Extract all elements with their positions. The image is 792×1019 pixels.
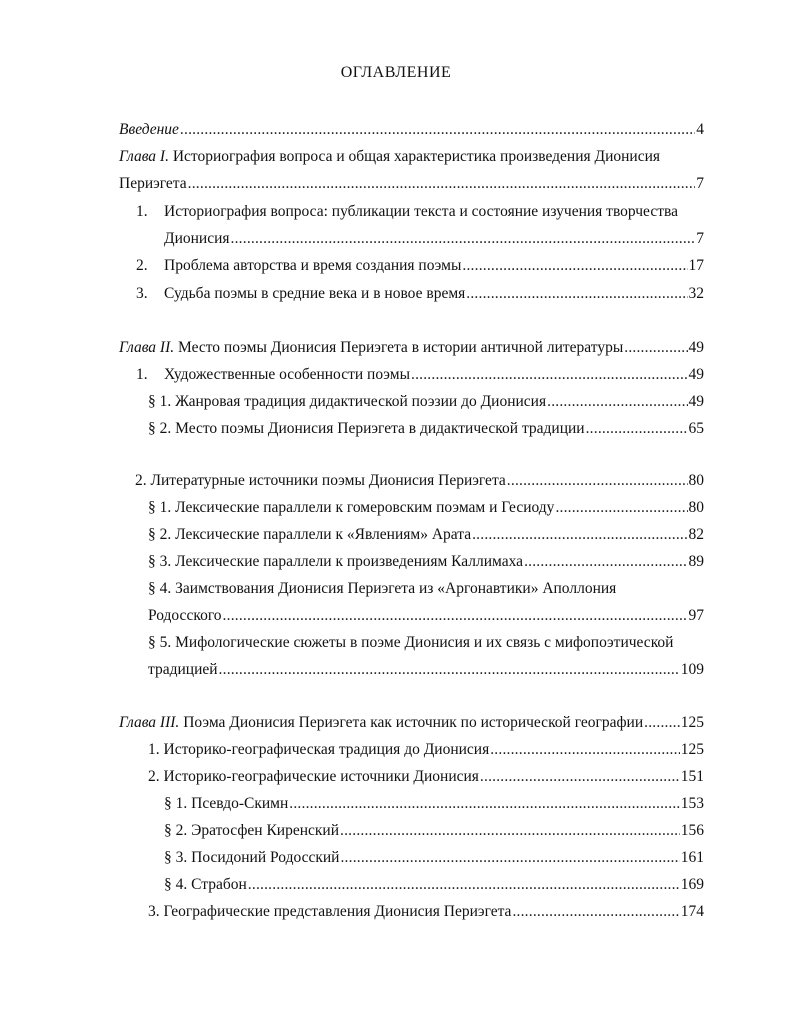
dot-leader	[411, 364, 688, 386]
entry-label: Поэма Дионисия Периэгета как источник по исторической географии	[179, 714, 644, 731]
entry-page-number: 49	[688, 366, 704, 383]
entry-page-number: 65	[688, 420, 704, 437]
entry-page-number: 125	[680, 741, 704, 758]
toc-entry-2-2-s5-cont[interactable]	[148, 659, 704, 681]
entry-label-italic: Глава I.	[119, 148, 169, 165]
entry-page-number: 153	[680, 795, 704, 812]
dot-leader	[524, 551, 687, 573]
dot-leader	[644, 712, 680, 734]
entry-page-number: 17	[688, 257, 704, 274]
entry-label: § 2. Лексические параллели к «Явлениям» Арата	[148, 526, 472, 543]
toc-entry-3-1[interactable]	[148, 739, 704, 761]
dot-leader	[248, 874, 680, 896]
entry-page-number: 49	[688, 393, 704, 410]
entry-number: 3.	[136, 285, 148, 302]
dot-leader	[555, 497, 687, 519]
entry-page-number: 161	[680, 849, 704, 866]
toc-entry-2-2-s4[interactable]	[148, 578, 704, 600]
entry-label: Место поэмы Дионисия Периэгета в истории античной литературы	[174, 339, 624, 356]
entry-page-number: 49	[688, 339, 704, 356]
entry-page-number: 156	[680, 822, 704, 839]
entry-label: Историография вопроса и общая характеристика произведения Дионисия	[168, 148, 661, 165]
entry-label: Судьба поэмы в средние века и в новое время	[164, 285, 466, 302]
dot-leader	[223, 605, 688, 627]
dot-leader	[507, 470, 688, 492]
entry-page-number: 125	[680, 714, 704, 731]
entry-label: § 1. Псевдо-Скимн	[164, 795, 289, 812]
dot-leader	[490, 739, 680, 761]
toc-entry-1-1[interactable]	[136, 201, 704, 223]
dot-leader	[586, 418, 688, 440]
toc-entry-chapter-2[interactable]	[119, 337, 704, 359]
entry-number: 1.	[136, 203, 148, 220]
entry-page-number: 89	[688, 553, 704, 570]
entry-label: § 3. Лексические параллели к произведениям Каллимаха	[148, 553, 524, 570]
toc-entry-2-2-s4-cont[interactable]	[148, 605, 704, 627]
dot-leader	[340, 820, 680, 842]
entry-page-number: 7	[696, 175, 704, 192]
entry-label: Художественные особенности поэмы	[164, 366, 410, 383]
dot-leader	[472, 524, 687, 546]
entry-label: § 2. Эратосфен Киренский	[164, 822, 340, 839]
toc-entry-3-2-s4[interactable]	[164, 874, 704, 896]
dot-leader	[466, 283, 687, 305]
toc-entry-1-3[interactable]	[136, 283, 704, 305]
dot-leader	[188, 173, 696, 195]
entry-label: 2. Литературные источники поэмы Дионисия Периэгета	[135, 472, 506, 489]
toc-entry-2-1-s1[interactable]	[148, 391, 704, 413]
toc-entry-1-2[interactable]	[136, 255, 704, 277]
entry-page-number: 97	[688, 607, 704, 624]
toc-entry-2-2-s1[interactable]	[148, 497, 704, 519]
entry-label: Дионисия	[164, 230, 230, 247]
entry-page-number: 109	[680, 661, 704, 678]
entry-label: § 1. Жанровая традиция дидактической поэзии до Дионисия	[148, 393, 547, 410]
dot-leader	[624, 337, 687, 359]
dot-leader	[480, 766, 680, 788]
toc-entry-3-2[interactable]	[148, 766, 704, 788]
entry-label: Периэгета	[119, 175, 187, 192]
entry-number: 1.	[136, 366, 148, 383]
entry-label-italic: Введение	[119, 121, 179, 138]
toc-entry-chapter-3[interactable]	[119, 712, 704, 734]
toc-entry-1-1-cont[interactable]	[164, 228, 704, 250]
dot-leader	[547, 391, 687, 413]
toc-entry-3-2-s1[interactable]	[164, 793, 704, 815]
dot-leader	[340, 847, 679, 869]
toc-entry-2-2-s5[interactable]	[148, 632, 704, 654]
entry-page-number: 32	[688, 285, 704, 302]
entry-label: Историография вопроса: публикации текста и состояние изучения творчества	[164, 203, 678, 220]
entry-page-number: 7	[696, 230, 704, 247]
entry-label: § 3. Посидоний Родосский	[164, 849, 340, 866]
entry-label: Родосского	[148, 607, 222, 624]
entry-label: § 5. Мифологические сюжеты в поэме Дионисия и их связь с мифопоэтической	[148, 634, 674, 651]
entry-label: 3. Географические представления Дионисия Периэгета	[148, 903, 512, 920]
dot-leader	[231, 228, 696, 250]
dot-leader	[289, 793, 679, 815]
entry-label: Проблема авторства и время создания поэмы	[164, 257, 462, 274]
dot-leader	[462, 255, 687, 277]
toc-entry-chapter-1-cont[interactable]	[119, 173, 704, 195]
toc-entry-3-2-s3[interactable]	[164, 847, 704, 869]
entry-label: § 1. Лексические параллели к гомеровским поэмам и Гесиоду	[148, 499, 555, 516]
toc-entry-introduction[interactable]	[119, 119, 704, 141]
entry-label: 1. Историко-географическая традиция до Дионисия	[148, 741, 490, 758]
page-title: ОГЛАВЛЕНИЕ	[340, 64, 452, 81]
entry-label: § 2. Место поэмы Дионисия Периэгета в дидактической традиции	[148, 420, 585, 437]
dot-leader	[219, 659, 680, 681]
toc-entry-3-3[interactable]	[148, 901, 704, 923]
entry-page-number: 80	[688, 499, 704, 516]
entry-label: традицией	[148, 661, 218, 678]
entry-page-number: 174	[680, 903, 704, 920]
toc-entry-2-2-s3[interactable]	[148, 551, 704, 573]
toc-entry-2-2-s2[interactable]	[148, 524, 704, 546]
entry-label-italic: Глава III.	[119, 714, 180, 731]
entry-page-number: 80	[688, 472, 704, 489]
dot-leader	[180, 119, 695, 141]
entry-number: 2.	[136, 257, 148, 274]
toc-entry-2-1-s2[interactable]	[148, 418, 704, 440]
entry-page-number: 82	[688, 526, 704, 543]
entry-label-italic: Глава II.	[119, 339, 175, 356]
toc-entry-3-2-s2[interactable]	[164, 820, 704, 842]
toc-entry-2-2[interactable]	[135, 470, 704, 492]
toc-entry-chapter-1[interactable]	[119, 146, 704, 168]
entry-page-number: 151	[680, 768, 704, 785]
entry-label: § 4. Страбон	[164, 876, 247, 893]
entry-label: 2. Историко-географические источники Дионисия	[148, 768, 479, 785]
entry-page-number: 4	[696, 121, 704, 138]
entry-label: § 4. Заимствования Дионисия Периэгета из «Аргонавтики» Аполлония	[148, 580, 617, 597]
toc-entry-2-1[interactable]	[136, 364, 704, 386]
dot-leader	[512, 901, 679, 923]
entry-page-number: 169	[680, 876, 704, 893]
